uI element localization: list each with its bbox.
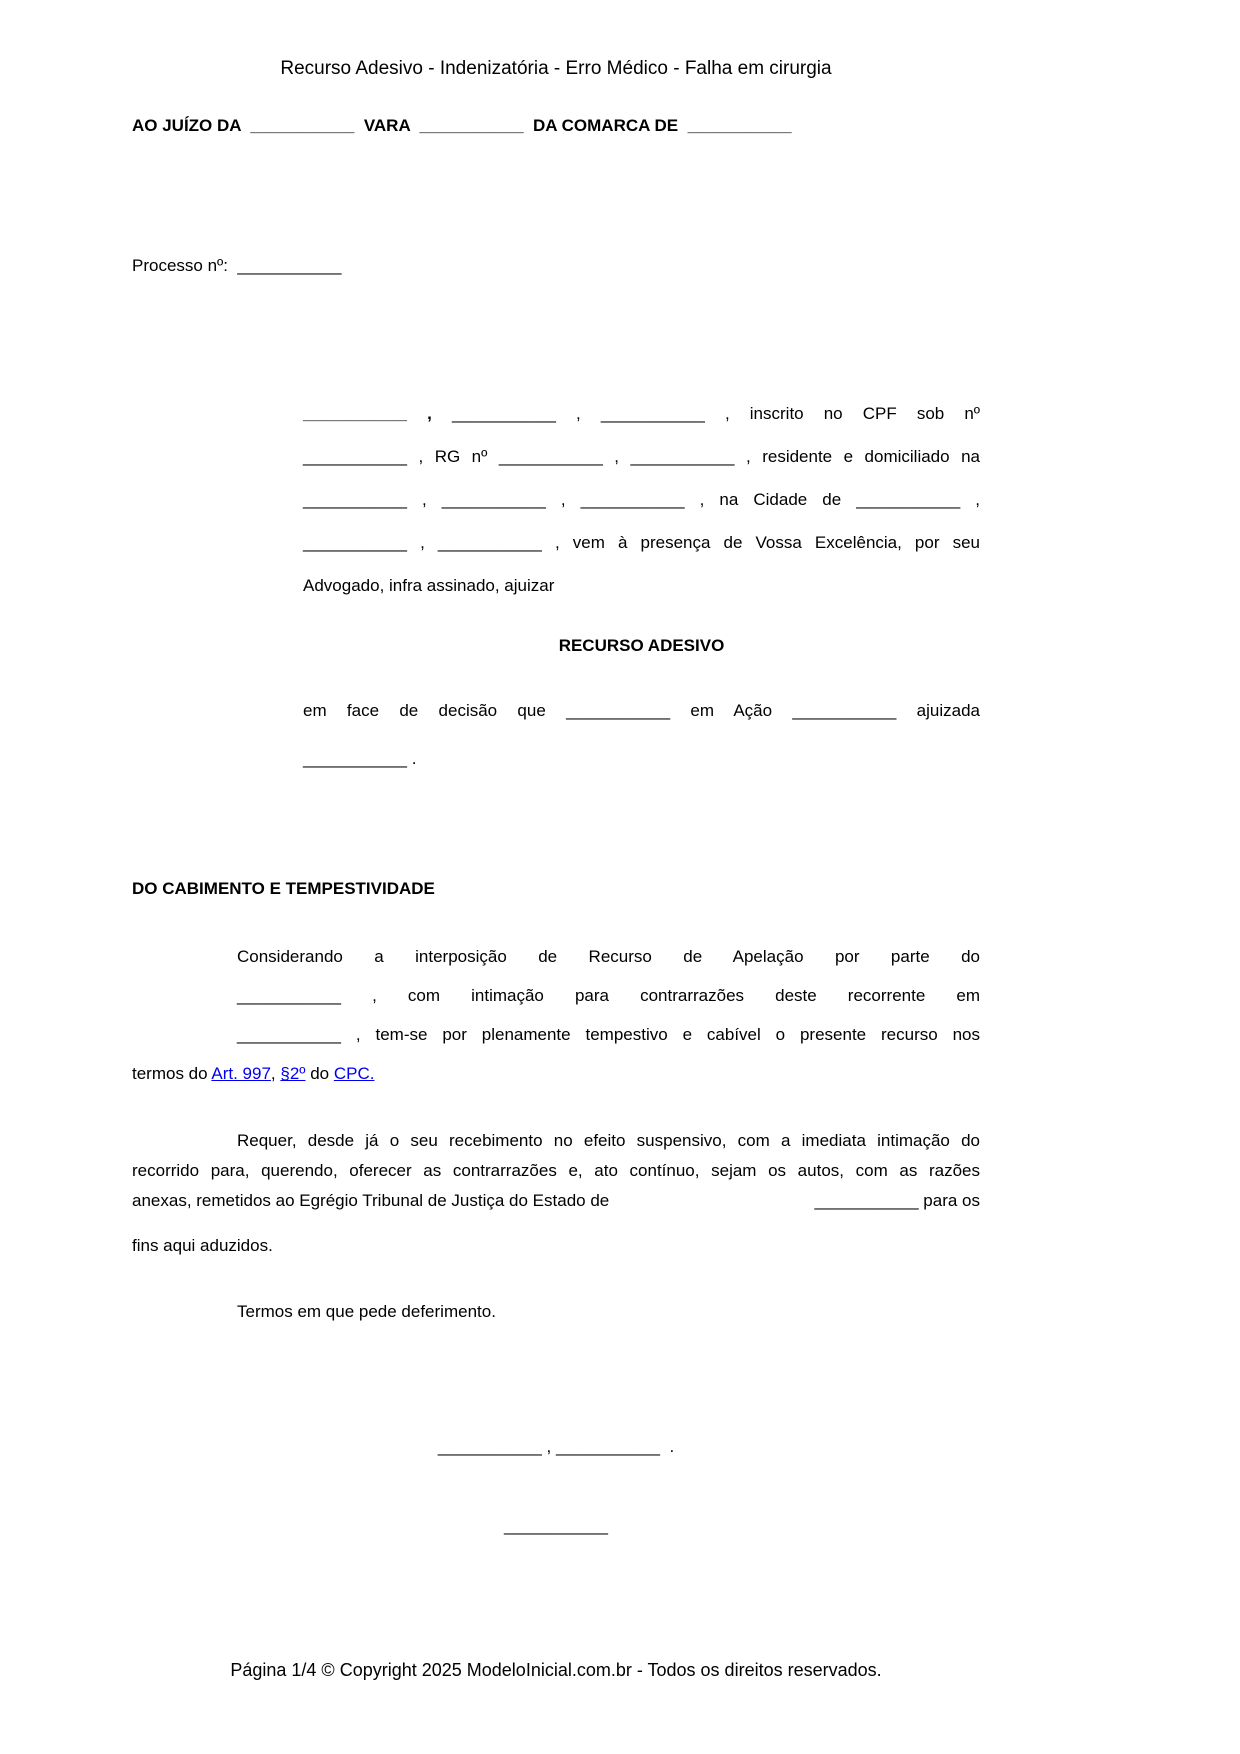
requer-line-2: recorrido para, querendo, oferecer as contrarrazões e, ato contínuo, sejam os autos, com as razões: [132, 1161, 980, 1180]
page-footer: Página 1/4 © Copyright 2025 ModeloInicial.com.br - Todos os direitos reservados.: [230, 1660, 882, 1680]
considerando-line-2: ___________ , com intimação para contrarrazões deste recorrente em: [237, 986, 980, 1005]
qualification-line-3: ___________ , ___________ , ___________ , na Cidade de ___________ ,: [303, 490, 980, 509]
cabimento-heading: DO CABIMENTO E TEMPESTIVIDADE: [132, 879, 435, 898]
qualification-line-1: [303, 404, 980, 447]
link-paragraph-2[interactable]: §2º: [280, 1064, 306, 1083]
considerando-separator-2: do: [305, 1064, 334, 1083]
considerando-line-3: ___________ , tem-se por plenamente tempestivo e cabível o presente recurso nos: [237, 1025, 980, 1044]
considerando-separator-1: ,: [270, 1064, 281, 1083]
qualification-line-1-rest: ___________ , ___________ , inscrito no CPF sob nº: [451, 404, 980, 423]
requer-line-3-text: anexas, remetidos ao Egrégio Tribunal de Justiça do Estado de: [132, 1191, 610, 1210]
requer-paragraph: [132, 1131, 980, 1211]
qualification-paragraph: [303, 404, 980, 619]
recurso-adesivo-heading: RECURSO ADESIVO: [558, 636, 725, 655]
requer-line-3-gap: [609, 1191, 814, 1211]
requer-line-1: Requer, desde já o seu recebimento no efeito suspensivo, com a imediata intimação do: [237, 1131, 980, 1150]
requer-line-3-suffix: para os: [918, 1191, 980, 1210]
page-title: Recurso Adesivo - Indenizatória - Erro Médico - Falha em cirurgia: [280, 58, 832, 79]
em-face-line-2: ___________ .: [303, 749, 417, 768]
process-number-line: Processo nº: ___________: [132, 256, 342, 275]
em-face-paragraph: [303, 701, 980, 769]
court-address-line: AO JUÍZO DA ___________ VARA ___________ DA COMARCA DE ___________: [132, 116, 792, 135]
qualification-line-2: ___________ , RG nº ___________ , ___________ , residente e domiciliado na: [303, 447, 980, 466]
considerando-line-1: Considerando a interposição de Recurso de Apelação por parte do: [237, 947, 980, 966]
party-name-blank: ___________ ,: [303, 404, 432, 423]
city-date-line: ___________ , ___________ .: [437, 1437, 675, 1456]
closing-line: Termos em que pede deferimento.: [237, 1302, 496, 1321]
considerando-line-4-prefix: termos do: [132, 1064, 212, 1083]
requer-line-4: fins aqui aduzidos.: [132, 1236, 273, 1255]
requer-line-3: [132, 1191, 980, 1211]
qualification-line-4: ___________ , ___________ , vem à presença de Vossa Excelência, por seu: [303, 533, 980, 552]
considerando-line-4: [132, 1064, 980, 1084]
link-art-997[interactable]: Art. 997: [211, 1064, 271, 1083]
link-cpc[interactable]: CPC.: [333, 1064, 375, 1083]
considerando-paragraph: [237, 947, 980, 1064]
tribunal-state-blank: ___________: [814, 1191, 919, 1210]
em-face-line-1: em face de decisão que ___________ em Ação ___________ ajuizada: [303, 701, 980, 720]
signature-line: ___________: [503, 1516, 608, 1535]
qualification-line-5: Advogado, infra assinado, ajuizar: [303, 576, 555, 595]
